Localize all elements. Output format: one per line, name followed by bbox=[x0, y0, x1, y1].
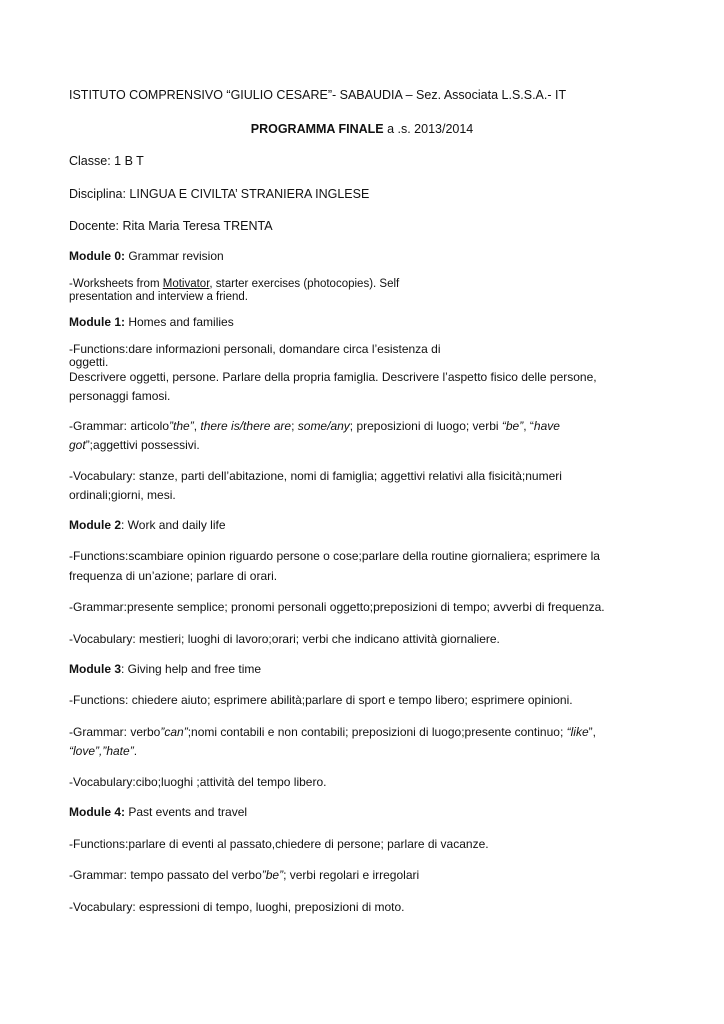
text-fragment: ; bbox=[291, 419, 298, 433]
program-title bbox=[0, 121, 724, 137]
module-0-line-2: presentation and interview a friend. bbox=[69, 291, 248, 303]
text-fragment: ”;aggettivi possessivi. bbox=[85, 438, 200, 452]
module-1-functions-3: Descrivere oggetti, persone. Parlare della propria famiglia. Descrivere l’aspetto fisico delle persone, bbox=[69, 370, 597, 384]
module-2-label: Module 2 bbox=[69, 518, 122, 532]
text-fragment: ”, bbox=[588, 725, 596, 739]
program-title-bold: PROGRAMMA FINALE bbox=[250, 122, 384, 136]
module-2-functions-2: frequenza di un’azione; parlare di orari. bbox=[69, 569, 278, 583]
text-fragment: ;nomi contabili e non contabili; preposizioni di luogo;presente continuo; bbox=[187, 725, 567, 739]
module-1-functions-4: personaggi famosi. bbox=[69, 389, 171, 403]
motivator-link: Motivator bbox=[162, 278, 210, 290]
module-2-grammar: -Grammar:presente semplice; pronomi personali oggetto;preposizioni di tempo; avverbi di frequenza. bbox=[69, 600, 605, 614]
module-3-label: Module 3 bbox=[69, 662, 122, 676]
text-fragment: -Grammar: verbo bbox=[69, 725, 161, 739]
text-fragment: -Grammar: tempo passato del verbo bbox=[69, 868, 262, 882]
text-fragment: “be” bbox=[501, 419, 524, 433]
institute-heading: ISTITUTO COMPRENSIVO “GIULIO CESARE”- SABAUDIA – Sez. Associata L.S.S.A.- IT bbox=[69, 88, 567, 102]
text-fragment: “like bbox=[566, 725, 589, 739]
module-4-functions: -Functions:parlare di eventi al passato,chiedere di persone; parlare di vacanze. bbox=[69, 837, 489, 851]
module-1-vocabulary-1: -Vocabulary: stanze, parti dell’abitazione, nomi di famiglia; aggettivi relativi alla fisicità;numeri bbox=[69, 469, 562, 483]
module-3-functions: -Functions: chiedere aiuto; esprimere abilità;parlare di sport e tempo libero; esprimere opinioni. bbox=[69, 693, 573, 707]
module-0-label: Module 0: bbox=[69, 249, 125, 263]
text-fragment: , starter exercises (photocopies). Self bbox=[209, 278, 400, 290]
module-1-heading bbox=[69, 314, 234, 330]
module-4-heading bbox=[69, 804, 247, 820]
module-4-grammar bbox=[69, 867, 419, 883]
module-1-vocabulary-2: ordinali;giorni, mesi. bbox=[69, 488, 176, 502]
module-2-heading bbox=[69, 517, 226, 533]
text-fragment: ; preposizioni di luogo; verbi bbox=[349, 419, 502, 433]
module-1-grammar-2 bbox=[69, 437, 200, 453]
module-0-heading bbox=[69, 248, 224, 264]
module-0-title: Grammar revision bbox=[125, 249, 224, 263]
text-fragment: ”be” bbox=[261, 868, 284, 882]
discipline-line: Disciplina: LINGUA E CIVILTA’ STRANIERA INGLESE bbox=[69, 187, 370, 201]
module-2-title: : Work and daily life bbox=[121, 518, 226, 532]
module-1-grammar-1 bbox=[69, 418, 560, 434]
teacher-line: Docente: Rita Maria Teresa TRENTA bbox=[69, 219, 273, 233]
class-line: Classe: 1 B T bbox=[69, 154, 144, 168]
program-title-year: a .s. 2013/2014 bbox=[383, 122, 474, 136]
module-2-functions-1: -Functions:scambiare opinion riguardo persone o cose;parlare della routine giornaliera; esprimere la bbox=[69, 549, 600, 563]
text-fragment: there is/there are bbox=[200, 419, 292, 433]
module-3-title: : Giving help and free time bbox=[121, 662, 262, 676]
text-fragment: ; verbi regolari e irregolari bbox=[283, 868, 420, 882]
module-1-functions-1: -Functions:dare informazioni personali, domandare circa l’esistenza di bbox=[69, 342, 441, 356]
text-fragment: have bbox=[533, 419, 560, 433]
module-2-vocabulary: -Vocabulary: mestieri; luoghi di lavoro;orari; verbi che indicano attività giornaliere. bbox=[69, 632, 500, 646]
text-fragment: , bbox=[193, 419, 201, 433]
module-3-grammar-2 bbox=[69, 743, 137, 759]
text-fragment: , “ bbox=[523, 419, 534, 433]
module-3-heading bbox=[69, 661, 261, 677]
text-fragment: ”can” bbox=[160, 725, 188, 739]
module-1-title: Homes and families bbox=[125, 315, 234, 329]
text-fragment: . bbox=[133, 744, 138, 758]
text-fragment: some/any bbox=[297, 419, 350, 433]
text-fragment: “love”,”hate” bbox=[69, 744, 134, 758]
module-1-functions-2: oggetti. bbox=[69, 355, 109, 369]
text-fragment: ”the” bbox=[169, 419, 194, 433]
text-fragment: got bbox=[69, 438, 86, 452]
text-fragment: -Worksheets from bbox=[69, 278, 163, 290]
module-4-title: Past events and travel bbox=[125, 805, 248, 819]
module-1-label: Module 1: bbox=[69, 315, 125, 329]
module-4-vocabulary: -Vocabulary: espressioni di tempo, luoghi, preposizioni di moto. bbox=[69, 900, 405, 914]
module-3-vocabulary: -Vocabulary:cibo;luoghi ;attività del tempo libero. bbox=[69, 775, 327, 789]
text-fragment: -Grammar: articolo bbox=[69, 419, 170, 433]
module-4-label: Module 4: bbox=[69, 805, 125, 819]
module-3-grammar-1 bbox=[69, 724, 596, 740]
